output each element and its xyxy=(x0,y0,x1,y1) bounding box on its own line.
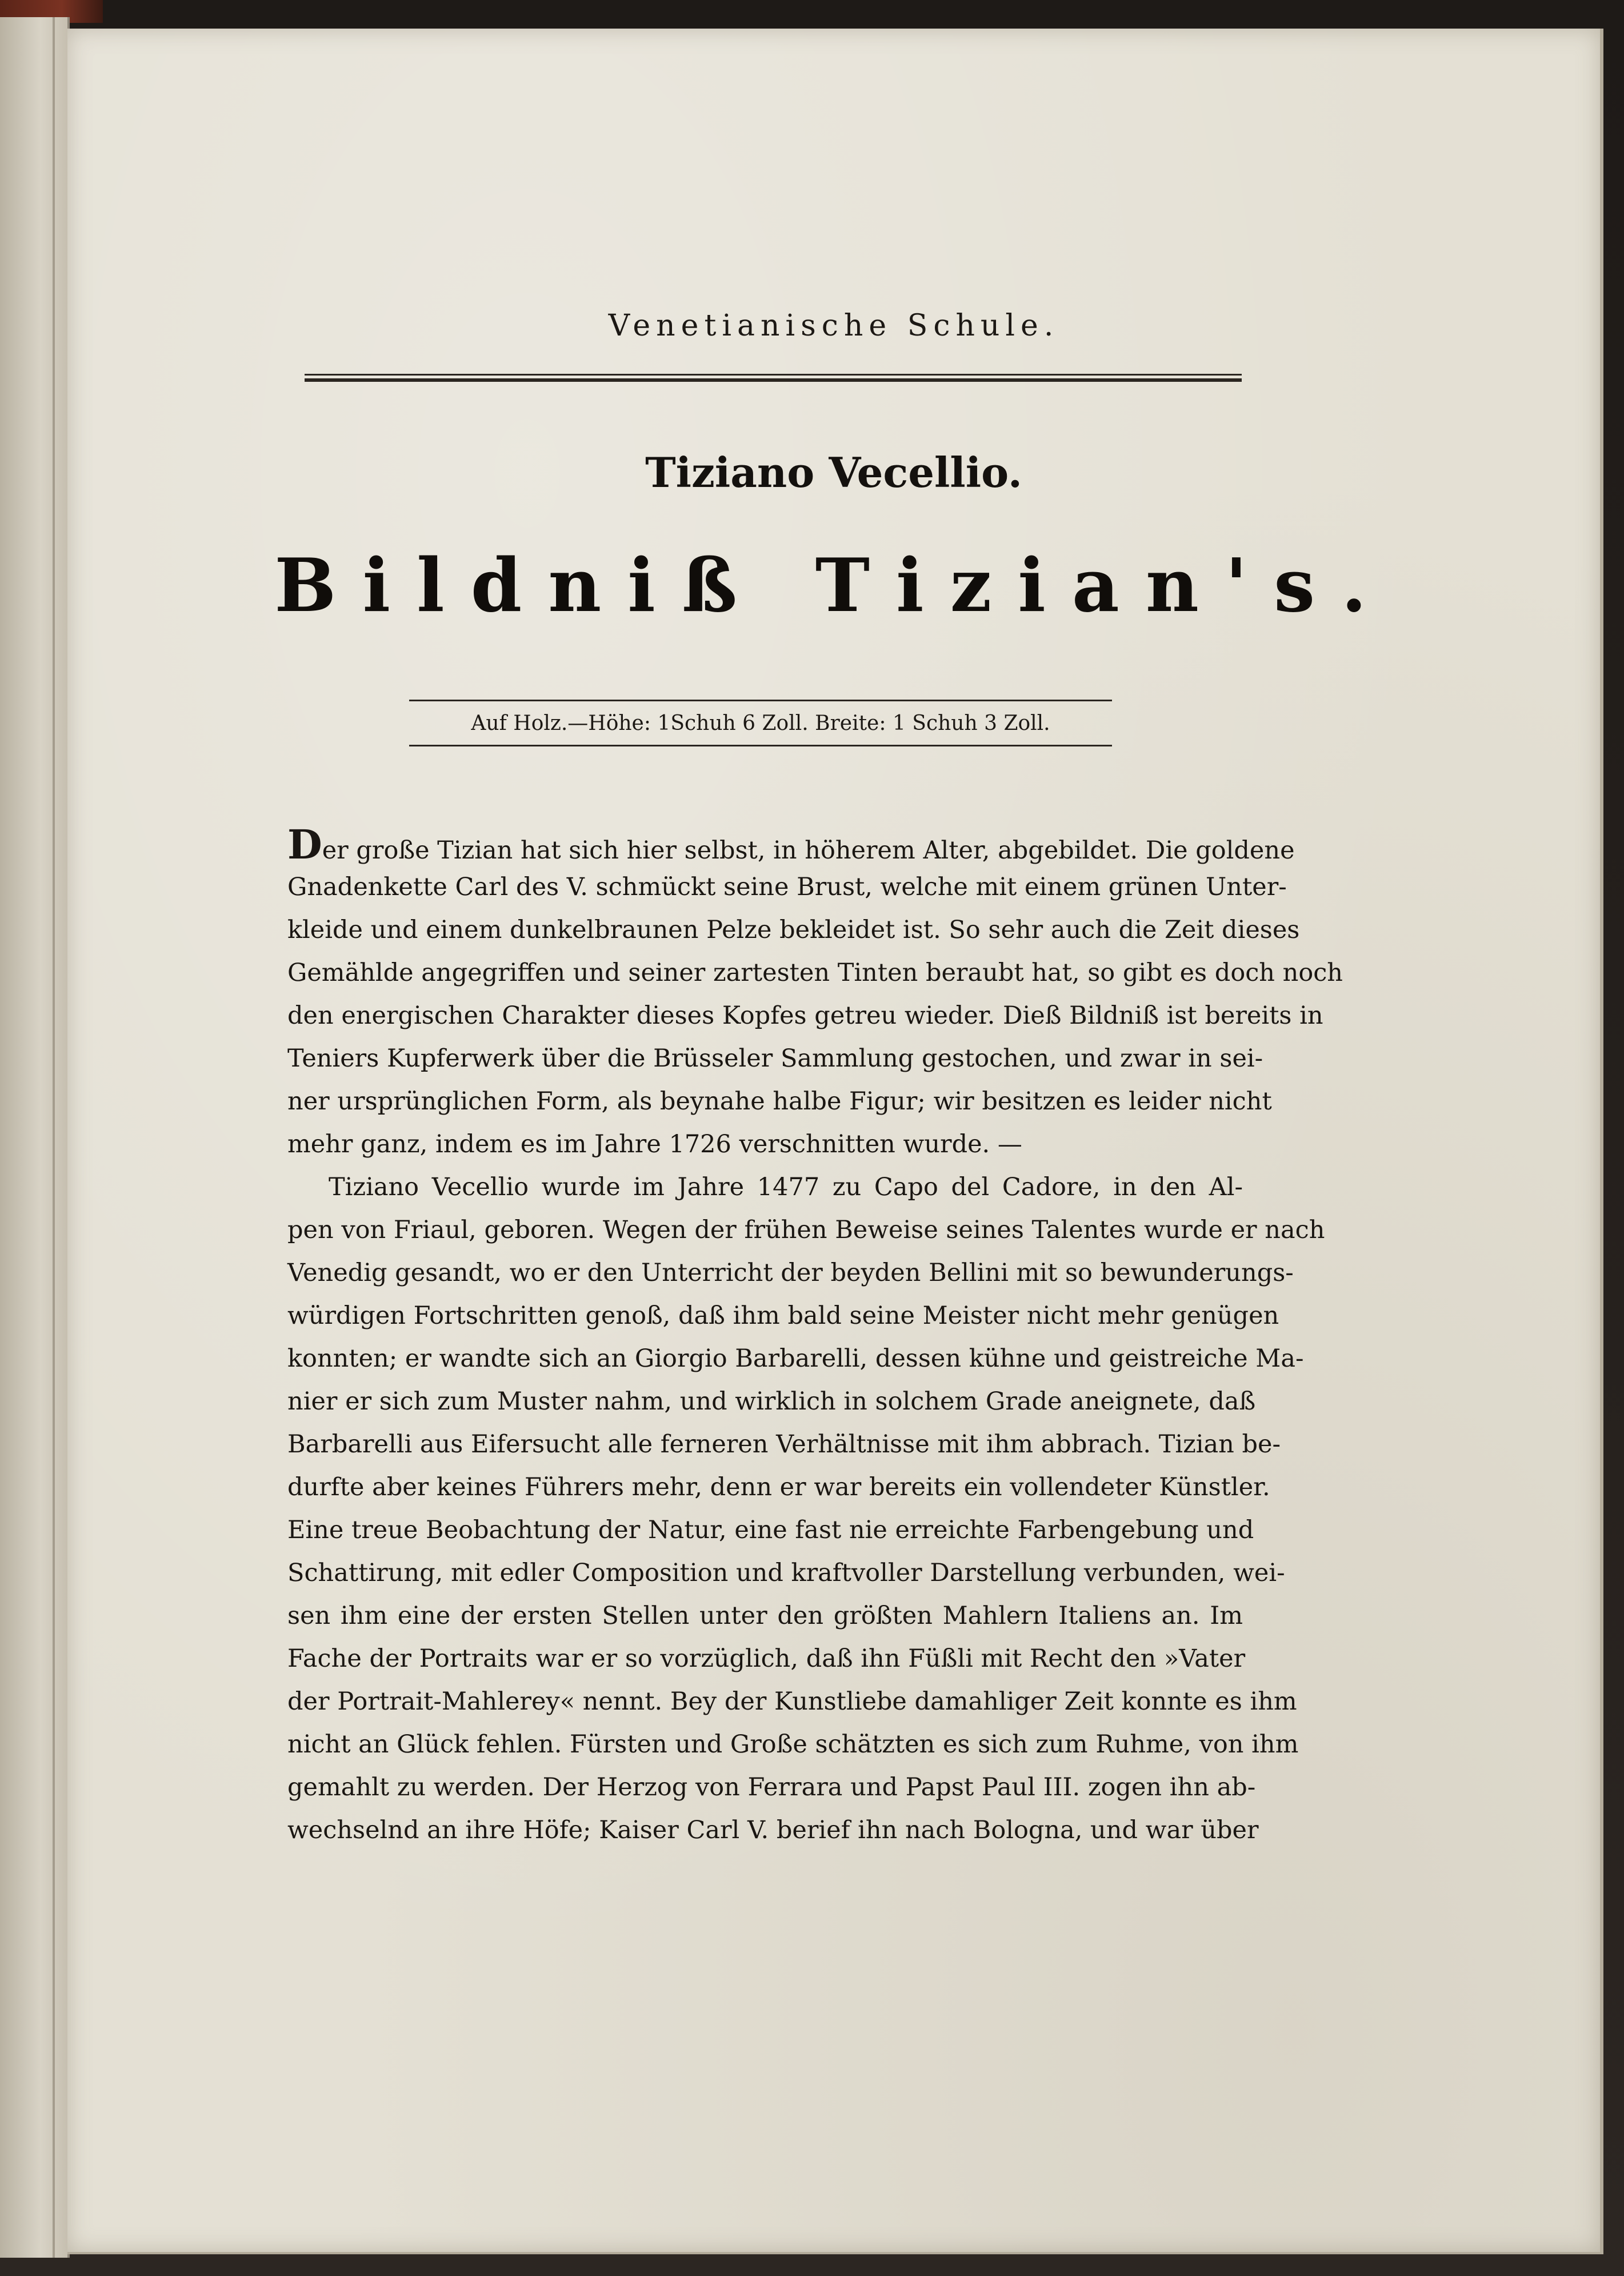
text-line: der Portrait-Mahlerey« nennt. Bey der Kunstliebe damahliger Zeit konnte es ihm xyxy=(287,1687,1297,1716)
text-line: Venedig gesandt, wo er den Unterricht der beyden Bellini mit so bewunderungs- xyxy=(287,1259,1294,1287)
text-line xyxy=(287,821,1295,868)
text-line: Barbarelli aus Eifersucht alle ferneren Verhältnisse mit ihm abbrach. Tizian be- xyxy=(287,1430,1281,1459)
text-line: wechselnd an ihre Höfe; Kaiser Carl V. berief ihn nach Bologna, und war über xyxy=(287,1816,1259,1844)
book-page xyxy=(67,29,1603,2254)
text-line-content: er große Tizian hat sich hier selbst, in höherem Alter, abgebildet. Die goldene xyxy=(322,836,1295,865)
painting-title: Bildniß Tizian's. xyxy=(274,543,1393,629)
text-line: sen ihm eine der ersten Stellen unter den größten Mahlern Italiens an. Im xyxy=(287,1602,1243,1630)
text-line: Teniers Kupferwerk über die Brüsseler Sammlung gestochen, und zwar in sei- xyxy=(287,1044,1263,1073)
text-line: kleide und einem dunkelbraunen Pelze bekleidet ist. So sehr auch die Zeit dieses xyxy=(287,916,1300,944)
text-line: Eine treue Beobachtung der Natur, eine fast nie erreichte Farbengebung und xyxy=(287,1516,1254,1544)
text-line: Schattirung, mit edler Composition und kraftvoller Darstellung verbunden, wei- xyxy=(287,1559,1285,1587)
heading-double-rule xyxy=(305,374,1242,382)
text-line: ner ursprünglichen Form, als beynahe halbe Figur; wir besitzen es leider nicht xyxy=(287,1087,1272,1116)
text-line: gemahlt zu werden. Der Herzog von Ferrara und Papst Paul III. zogen ihn ab- xyxy=(287,1773,1256,1802)
text-line: konnten; er wandte sich an Giorgio Barbarelli, dessen kühne und geistreiche Ma- xyxy=(287,1344,1304,1373)
text-line: pen von Friaul, geboren. Wegen der frühen Beweise seines Talentes wurde er nach xyxy=(287,1216,1325,1244)
text-line: den energischen Charakter dieses Kopfes getreu wieder. Dieß Bildniß ist bereits in xyxy=(287,1001,1323,1030)
left-page-edge xyxy=(0,17,70,2258)
text-line: durfte aber keines Führers mehr, denn er war bereits ein vollendeter Künstler. xyxy=(287,1473,1270,1502)
text-line: mehr ganz, indem es im Jahre 1726 verschnitten wurde. — xyxy=(287,1130,1022,1159)
text-line: Fache der Portraits war er so vorzüglich, daß ihn Füßli mit Recht den »Vater xyxy=(287,1644,1246,1673)
gutter-line xyxy=(53,17,55,2258)
text-line: Gemählde angegriffen und seiner zartesten Tinten beraubt hat, so gibt es doch noch xyxy=(287,959,1343,987)
text-line: Gnadenkette Carl des V. schmückt seine Brust, welche mit einem grünen Unter- xyxy=(287,873,1287,901)
artist-name: Tiziano Vecellio. xyxy=(645,448,1022,497)
text-line: nicht an Glück fehlen. Fürsten und Große schätzten es sich zum Ruhme, von ihm xyxy=(287,1730,1299,1759)
school-heading: Venetianische Schule. xyxy=(608,309,1059,343)
text-line: Tiziano Vecellio wurde im Jahre 1477 zu Capo del Cadore, in den Al- xyxy=(329,1173,1243,1201)
dimensions-text: Auf Holz.—Höhe: 1Schuh 6 Zoll. Breite: 1 Schuh 3 Zoll. xyxy=(471,712,1050,735)
drop-cap: D xyxy=(287,821,322,868)
body-text xyxy=(287,821,1343,1852)
dimensions-box xyxy=(409,700,1112,746)
text-line: nier er sich zum Muster nahm, und wirklich in solchem Grade aneignete, daß xyxy=(287,1387,1256,1416)
text-line: würdigen Fortschritten genoß, daß ihm bald seine Meister nicht mehr genügen xyxy=(287,1301,1279,1330)
